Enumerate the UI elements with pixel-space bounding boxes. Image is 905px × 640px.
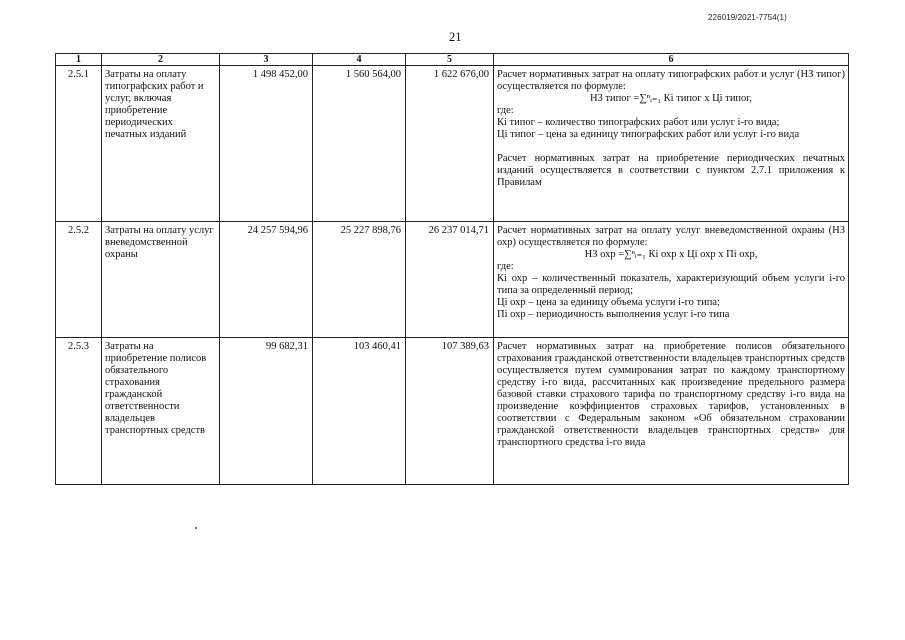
description-paragraph: Расчет нормативных затрат на оплату услуг вневедомственной охраны (НЗ охр) осуществляется по формуле:: [497, 225, 845, 248]
page-number: 21: [449, 30, 462, 44]
description-line: где:: [497, 261, 514, 272]
description-paragraph: Расчет нормативных затрат на приобретение периодических печатных изданий осуществляется в соответствии с пунктом 2.7.1 приложения к Правилам: [497, 153, 845, 188]
column-header: 5: [406, 54, 494, 66]
value-year-2: 25 227 898,76: [313, 222, 406, 338]
value-year-3: 26 237 014,71: [406, 222, 494, 338]
description-line: где:: [497, 105, 514, 116]
value-year-1: 99 682,31: [220, 338, 313, 485]
document-id: 226019/2021-7754(1): [708, 13, 787, 22]
row-number: 2.5.2: [56, 222, 102, 338]
description-paragraph: Расчет нормативных затрат на приобретение полисов обязательного страхования гражданской ответственности владельцев транспортных средств осуществляется путем суммирования затрат по каждому транспортному средству i-го вида, рассчитанных как произведение предельного размера базовой ставки страхового тарифа по транспортному средству i-го вида на произведение коэффициентов страховых тарифов, установленных в соответствии с Федеральным законом «Об обязательном страховании гражданской ответственности владельцев транспортных средств» для транспортного средства i-го вида: [497, 341, 845, 448]
expense-name: Затраты на приобретение полисов обязательного страхования гражданской ответственности владельцев транспортных средств: [102, 338, 220, 485]
header-row: [56, 54, 849, 66]
formula: НЗ типог =∑ⁿᵢ₌₁ Кi типог х Цi типог,: [589, 93, 753, 104]
description-line: Кi охр – количественный показатель, характеризующий объем услуги i-го типа за определенный период;: [497, 273, 845, 296]
table-row: [56, 338, 849, 485]
row-number: 2.5.3: [56, 338, 102, 485]
formula: НЗ охр =∑ⁿᵢ₌₁ Кi охр х Цi охр х Пi охр,: [584, 249, 758, 260]
description-line: Цi типог – цена за единицу типографских работ или услуг i-го вида: [497, 129, 800, 140]
value-year-2: 1 560 564,00: [313, 66, 406, 222]
description-line: Пi охр – периодичность выполнения услуг i-го типа: [497, 309, 730, 320]
description-paragraph: Расчет нормативных затрат на оплату типографских работ и услуг (НЗ типог) осуществляется по формуле:: [497, 69, 845, 92]
column-header: 2: [102, 54, 220, 66]
value-year-3: 1 622 676,00: [406, 66, 494, 222]
column-header: 4: [313, 54, 406, 66]
calculation-description: [494, 66, 849, 222]
table-row: [56, 66, 849, 222]
scan-speck: [195, 527, 197, 529]
table-row: [56, 222, 849, 338]
column-header: 1: [56, 54, 102, 66]
value-year-2: 103 460,41: [313, 338, 406, 485]
expense-name: Затраты на оплату услуг вневедомственной охраны: [102, 222, 220, 338]
row-number: 2.5.1: [56, 66, 102, 222]
column-header: 3: [220, 54, 313, 66]
value-year-3: 107 389,63: [406, 338, 494, 485]
column-header: 6: [494, 54, 849, 66]
value-year-1: 1 498 452,00: [220, 66, 313, 222]
calculation-description: [494, 338, 849, 485]
expense-name: Затраты на оплату типографских работ и услуг, включая приобретение периодических печатных изданий: [102, 66, 220, 222]
value-year-1: 24 257 594,96: [220, 222, 313, 338]
description-line: Цi охр – цена за единицу объема услуги i-го типа;: [497, 297, 720, 308]
expense-table: [55, 53, 849, 485]
description-line: Кi типог – количество типографских работ или услуг i-го вида;: [497, 117, 780, 128]
calculation-description: [494, 222, 849, 338]
